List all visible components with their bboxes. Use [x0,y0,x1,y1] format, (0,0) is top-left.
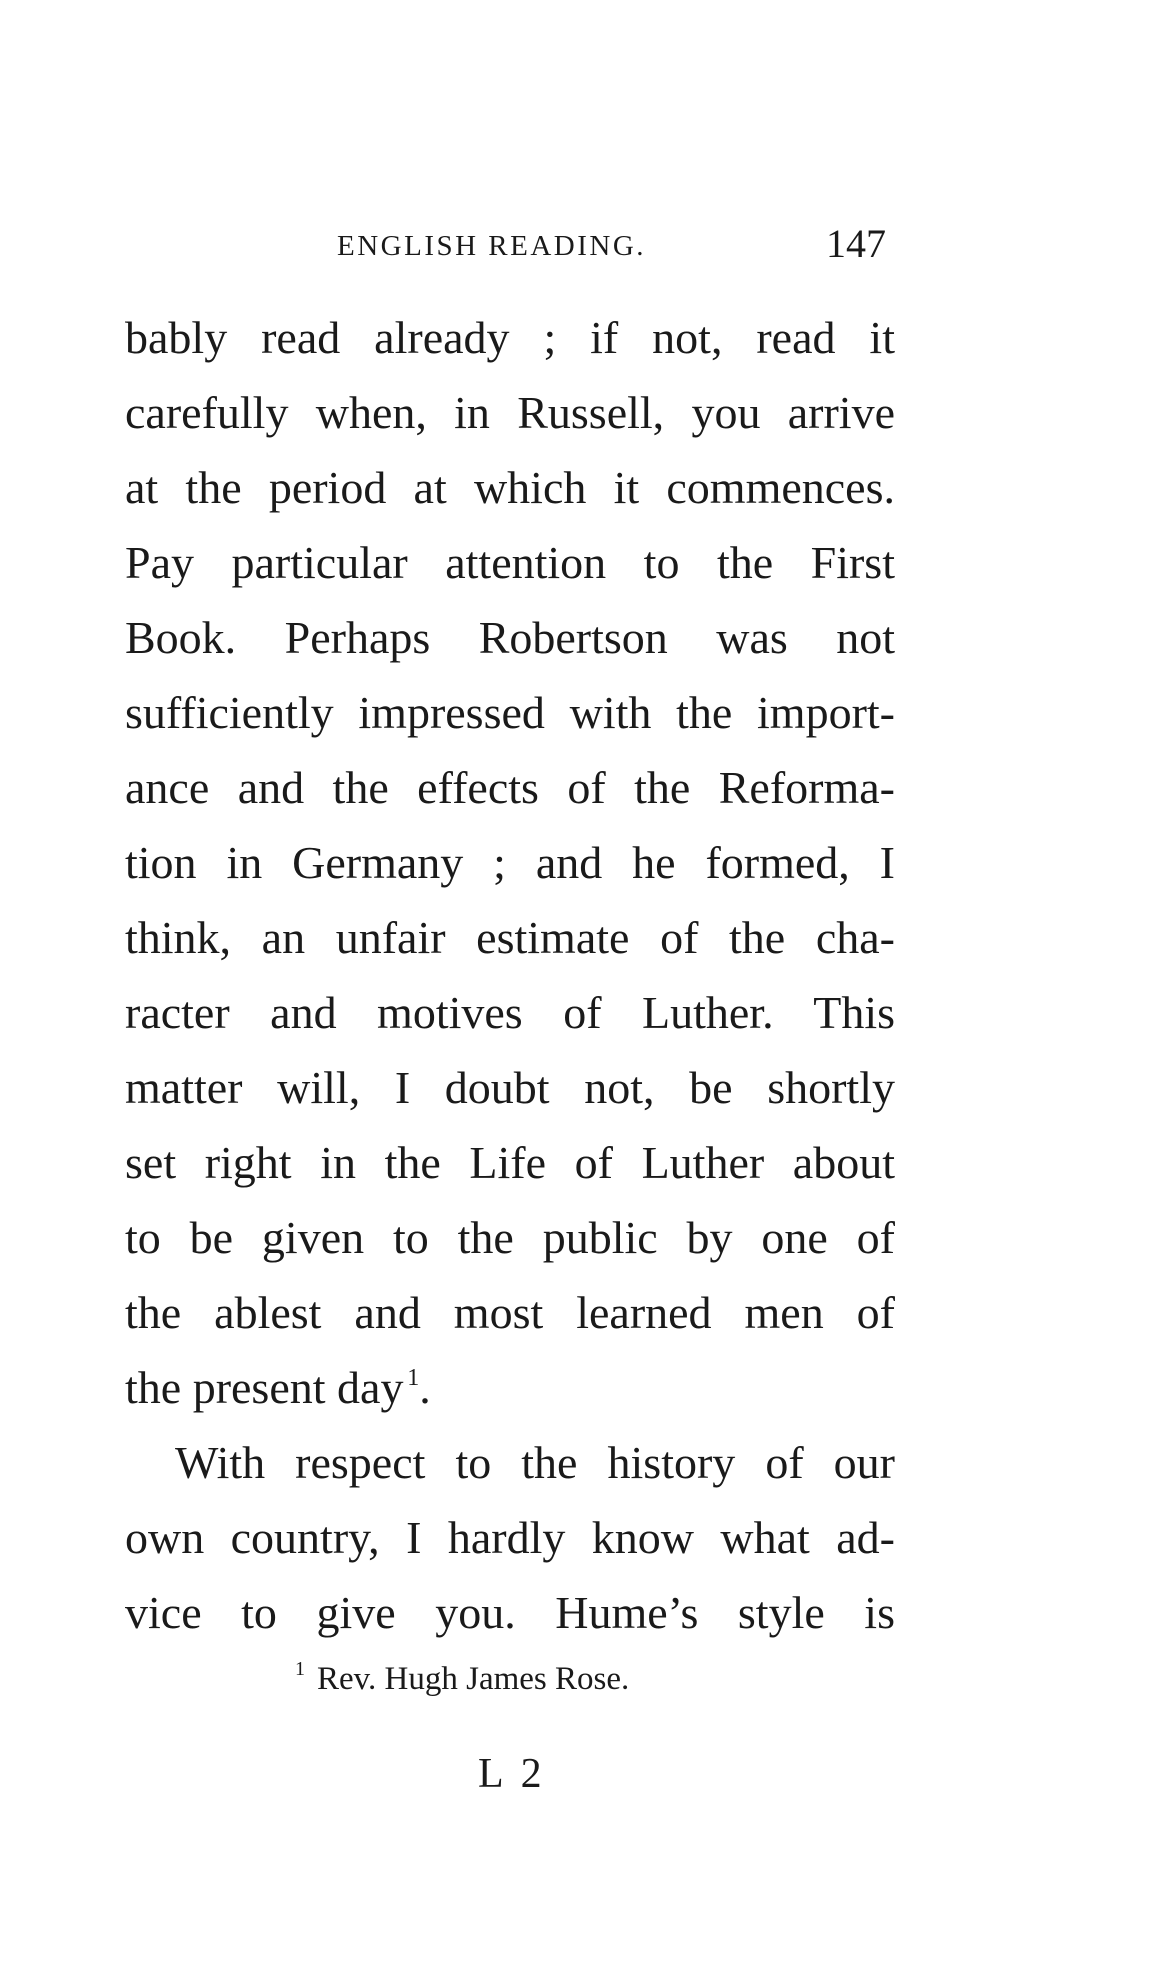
text-line: own country, I hardly know what ad- [125,1512,895,1563]
text-line: bably read already ; if not, read it [125,312,895,363]
footnote-marker: 1 [295,1658,305,1680]
text-line: set right in the Life of Luther about [125,1137,895,1188]
footnote [295,1658,629,1698]
text-line: Pay particular attention to the First [125,537,895,588]
text-line: ance and the effects of the Reforma- [125,762,895,813]
end-punctuation: . [419,1362,431,1413]
page-number: 147 [826,221,886,266]
text-line: sufficiently impressed with the import- [125,687,895,738]
text-line: at the period at which it commences. [125,462,895,513]
text-line: think, an unfair estimate of the cha- [125,912,895,963]
text-line-paragraph-start: With respect to the history of our [175,1437,895,1488]
text-line: vice to give you. Hume’s style is [125,1587,895,1638]
text-line: racter and motives of Luther. This [125,987,895,1038]
body-text [125,300,895,1650]
text-line: Book. Perhaps Robertson was not [125,612,895,663]
text-line: carefully when, in Russell, you arrive [125,387,895,438]
footnote-reference: 1 [407,1365,420,1391]
text-line: tion in Germany ; and he formed, I [125,837,895,888]
signature-mark: L 2 [478,1751,546,1797]
text-line: to be given to the public by one of [125,1212,895,1263]
running-title: ENGLISH READING. [337,230,647,262]
footnote-text: Rev. Hugh James Rose. [317,1661,630,1697]
text-line: matter will, I doubt not, be shortly [125,1062,895,1113]
text-line: the ablest and most learned men of [125,1287,895,1338]
text-line-paragraph-end [125,1350,895,1425]
running-head [125,221,890,274]
text-line-content: the present day [125,1362,404,1413]
